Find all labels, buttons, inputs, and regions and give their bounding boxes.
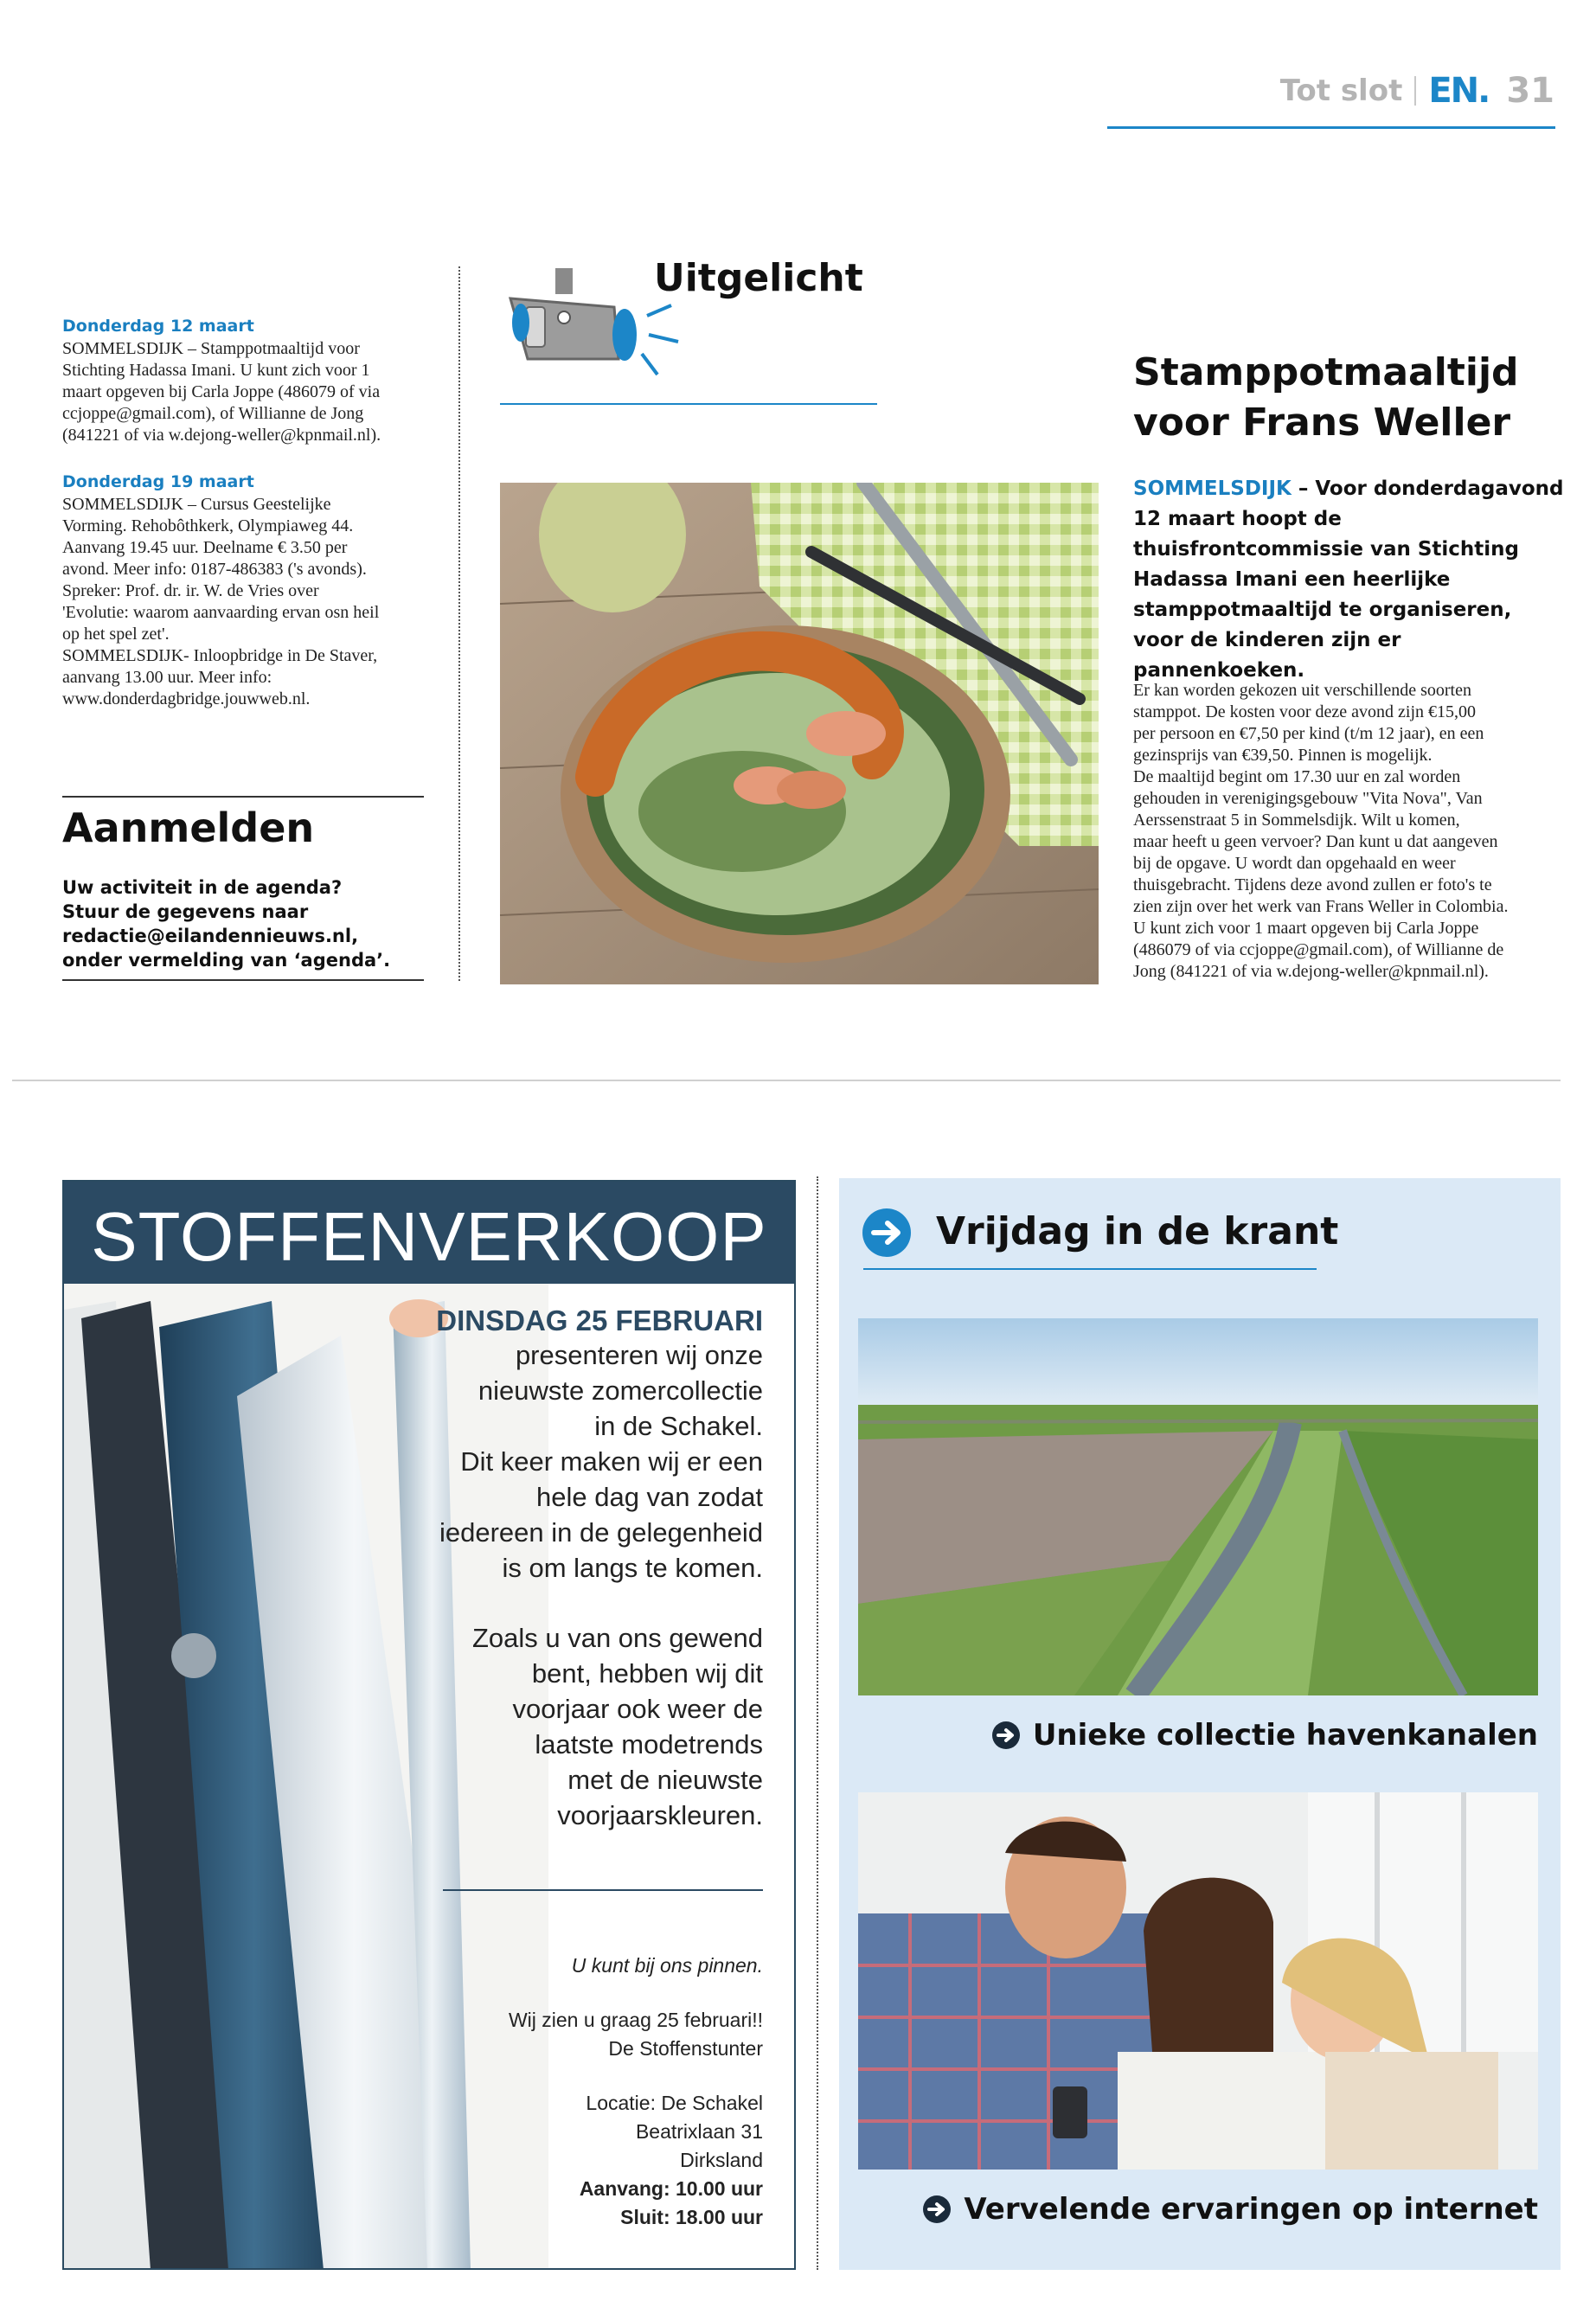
aanmelden-top-rule <box>62 796 424 798</box>
family-photo <box>858 1792 1538 2170</box>
header-rule <box>1107 126 1555 129</box>
section-divider <box>12 1080 1561 1081</box>
uitgelicht-rule <box>500 403 877 405</box>
arrow-circle-icon <box>991 1721 1021 1750</box>
vrijdag-rule <box>863 1268 1317 1270</box>
ad-text <box>244 1304 763 1833</box>
ad-rule <box>443 1889 763 1891</box>
ad-end-time: Sluit: 18.00 uur <box>620 2206 763 2228</box>
caption-internet[interactable] <box>922 2192 1538 2227</box>
aanmelden-bottom-rule <box>62 979 424 981</box>
stoffenverkoop-ad <box>62 1180 796 2270</box>
agenda-text: SOMMELSDIJK – Stamppotmaaltijd voor Stichting Hadassa Imani. U kunt zich voor 1 maart opgeven bij Carla Joppe (486079 of via ccjoppe@gmail.com), of Willianne de Jong (841221 of via w.dejong-weller@kpnmail.nl). <box>62 339 381 445</box>
ad-location: Locatie: De Schakel Beatrixlaan 31 Dirksland <box>586 2092 763 2171</box>
arrow-circle-icon <box>862 1208 912 1258</box>
arrow-circle-icon <box>922 2195 952 2224</box>
article-lead-place: SOMMELSDIJK <box>1133 478 1292 500</box>
aanmelden-title: Aanmelden <box>62 804 315 851</box>
landscape-photo <box>858 1318 1538 1695</box>
ad-footer <box>400 1952 763 2232</box>
agenda-date: Donderdag 19 maart <box>62 472 254 491</box>
aanmelden-text: Uw activiteit in de agenda? Stuur de gegevens naar redactie@eilandennieuws.nl, onder vermelding van ‘agenda’. <box>62 877 391 971</box>
ad-date: DINSDAG 25 FEBRUARI <box>436 1304 763 1336</box>
ad-paragraph: Zoals u van ons gewend bent, hebben wij dit voorjaar ook weer de laatste modetrends met de nieuwste voorjaarskleuren. <box>471 1623 763 1830</box>
caption-text: Vervelende ervaringen op internet <box>964 2192 1538 2227</box>
ad-pin-note: U kunt bij ons pinnen. <box>571 1954 763 1977</box>
agenda-date: Donderdag 12 maart <box>62 317 254 336</box>
ad-greeting: Wij zien u graag 25 februari!! De Stoffenstunter <box>508 2009 763 2060</box>
ad-paragraph: presenteren wij onze nieuwste zomercollectie in de Schakel. Dit keer maken wij er een hele dag van zodat iedereen in de gelegenheid is om langs te komen. <box>439 1340 763 1583</box>
section-label: Tot slot <box>1279 74 1403 108</box>
vrijdag-title: Vrijdag in de krant <box>936 1209 1339 1253</box>
ad-start-time: Aanvang: 10.00 uur <box>579 2177 763 2200</box>
page-header <box>1280 71 1554 111</box>
header-divider <box>1414 76 1416 106</box>
stamppot-photo <box>500 483 1099 984</box>
agenda-item <box>62 472 426 710</box>
article-lead <box>1133 474 1566 686</box>
ad-title: STOFFENVERKOOP <box>91 1198 767 1275</box>
vrijdag-panel <box>839 1178 1561 2270</box>
column-divider <box>458 266 460 981</box>
agenda-item <box>62 317 426 446</box>
article-body: Er kan worden gekozen uit verschillende soorten stamppot. De kosten voor deze avond zijn €15,00 per persoon en €7,50 per kind (t/m 12 jaar), en een gezinsprijs van €39,50. Pinnen is mogelijk. De maaltijd begint om 17.30 uur en zal worden gehouden in verenigingsgebouw "Vita Nova", Van Aerssenstraat 5 in Sommelsdijk. Wilt u komen, maar heeft u geen vervoer? Dan kunt u dat aangeven bij de opgave. U wordt dan opgehaald en weer thuisgebracht. Tijdens deze avond zullen er foto's te zien zijn over het werk van Frans Weller in Colombia. U kunt zich voor 1 maart opgeven bij Carla Joppe (486079 of via ccjoppe@gmail.com), of Willianne de Jong (841221 of via w.dejong-weller@kpnmail.nl). <box>1133 681 1509 981</box>
caption-havenkanalen[interactable] <box>991 1718 1538 1753</box>
publication-logo: EN. <box>1428 71 1490 111</box>
column-divider <box>817 1176 818 2270</box>
agenda-text: SOMMELSDIJK – Cursus Geestelijke Vorming. Rehobôthkerk, Olympiaweg 44. Aanvang 19.45 uur. Deelname € 3.50 per avond. Meer info: 0187-486383 ('s avonds). Spreker: Prof. dr. ir. W. de Vries over 'Evolutie: waarom aanvaarding ervan osn heil op het spel zet'. SOMMELSDIJK- Inloopbridge in De Staver, aanvang 13.00 uur. Meer info: www.donderdagbridge.jouwweb.nl. <box>62 495 380 708</box>
article-lead-text: – Voor donderdagavond 12 maart hoopt de thuisfrontcommissie van Stichting Hadassa Imani een heerlijke stamppotmaaltijd te organiseren, voor de kinderen zijn er pannenkoeken. <box>1133 478 1564 682</box>
page-number: 31 <box>1506 71 1554 111</box>
caption-text: Unieke collectie havenkanalen <box>1032 1718 1538 1753</box>
uitgelicht-title: Uitgelicht <box>654 256 863 300</box>
article-title: Stamppotmaaltijd voor Frans Weller <box>1133 350 1519 445</box>
